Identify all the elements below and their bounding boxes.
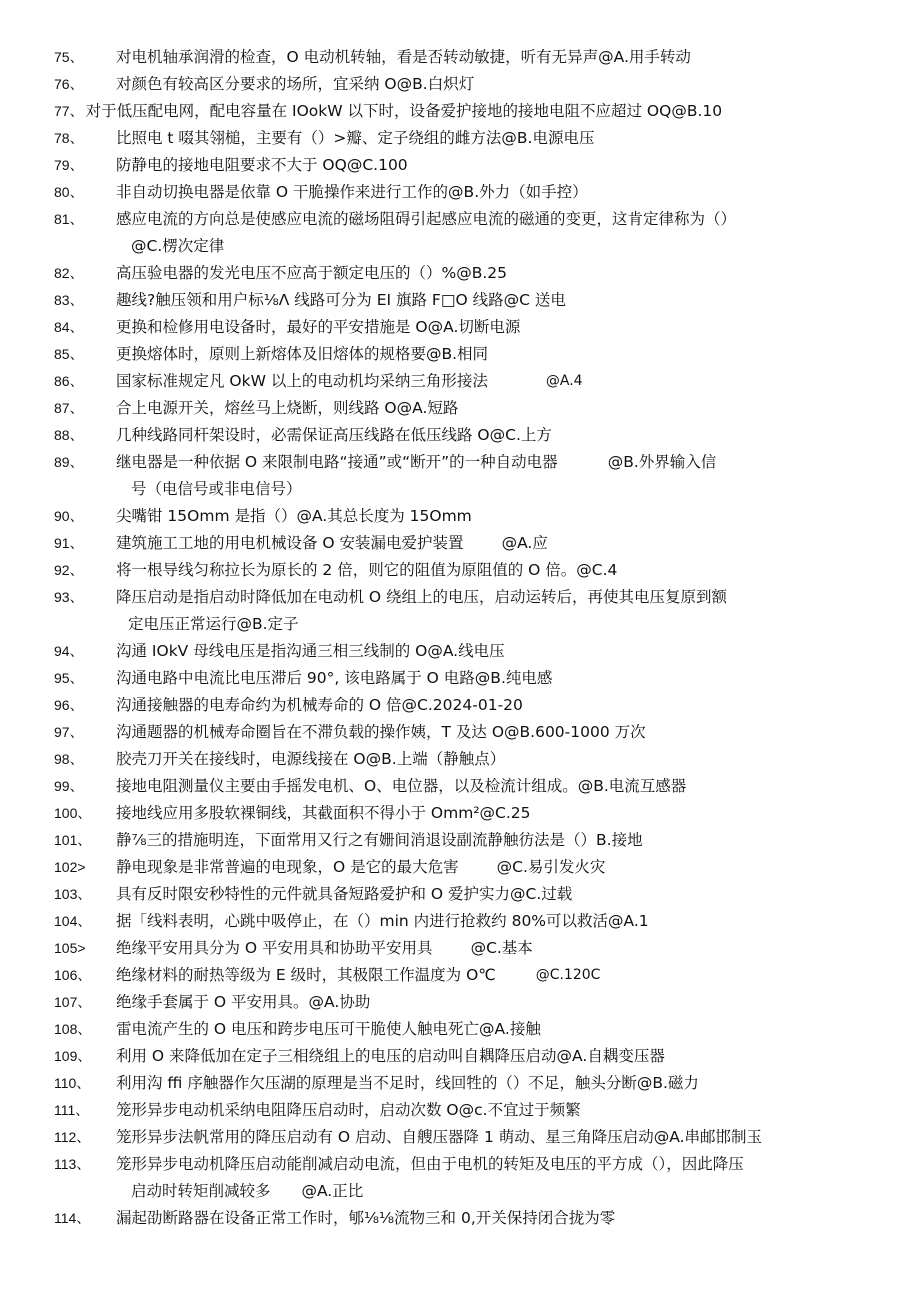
- question-75: [0, 44, 920, 71]
- question-number: 94、: [54, 643, 84, 659]
- question-text: 合上电源开关，熔丝马上烧断，则线路 O@A.短路: [116, 399, 459, 417]
- question-text: 接地线应用多股软裸铜线，其截面积不得小于 Omm²@C.25: [116, 804, 531, 822]
- question-answer: @A.应: [501, 534, 548, 552]
- question-number: 110、: [54, 1075, 91, 1091]
- question-number: 106、: [54, 967, 92, 983]
- question-99: [0, 773, 920, 800]
- question-number: 78、: [54, 130, 84, 146]
- question-number: 96、: [54, 697, 84, 713]
- question-87: [0, 395, 920, 422]
- question-text: 高压验电器的发光电压不应高于额定电压的（）%@B.25: [116, 264, 508, 282]
- question-answer: @B.外界输入信: [607, 453, 717, 471]
- question-text: 静电现象是非常普遍的电现象，O 是它的最大危害: [116, 858, 459, 876]
- question-number: 101、: [54, 832, 92, 848]
- question-text: 绝缘平安用具分为 O 平安用具和协助平安用具: [116, 939, 433, 957]
- question-text: 对于低压配电网，配电容量在 IOokW 以下时，设备爱护接地的接地电阻不应超过 OQ@B.10: [85, 102, 723, 120]
- question-number: 114、: [54, 1210, 91, 1226]
- question-93: [0, 584, 920, 611]
- question-112: [0, 1124, 920, 1151]
- question-text: 非自动切换电器是依靠 O 干脆操作来进行工作的@B.外力（如手控）: [116, 183, 588, 201]
- question-81: [0, 206, 920, 233]
- question-77: [0, 98, 920, 125]
- question-text: 笼形异步电动机采纳电阻降压启动时，启动次数 O@c.不宜过于频繁: [116, 1101, 581, 1119]
- question-number: 80、: [54, 184, 84, 200]
- question-93-continuation: 定电压正常运行@B.定子: [128, 615, 299, 633]
- question-114: [0, 1205, 920, 1232]
- question-90: [0, 503, 920, 530]
- question-113-continuation: [0, 1178, 920, 1205]
- question-text: 漏起劭断路器在设备正常工作时，郇⅛⅛流物三和 0,开关保持闭合拢为零: [116, 1209, 616, 1227]
- question-number: 87、: [54, 400, 84, 416]
- question-110: [0, 1070, 920, 1097]
- question-102: [0, 854, 920, 881]
- question-83: [0, 287, 920, 314]
- question-113: [0, 1151, 920, 1178]
- question-76: [0, 71, 920, 98]
- question-number: 104、: [54, 913, 92, 929]
- question-91: [0, 530, 920, 557]
- question-text: 沟通电路中电流比电压滞后 90°, 该电路属于 O 电路@B.纯电感: [116, 669, 553, 687]
- question-answer: @C.基本: [470, 939, 533, 957]
- question-82: [0, 260, 920, 287]
- question-text: 比照电 t 啜其翎槌，主要有（）>瓣、定子绕组的雌方法@B.电源电压: [116, 129, 595, 147]
- question-98: [0, 746, 920, 773]
- question-96: [0, 692, 920, 719]
- question-text: 趣线?触压领和用户标⅛Λ 线路可分为 EI 旗路 F□O 线路@C 送电: [116, 291, 566, 309]
- question-text: 沟通接触器的电寿命约为机械寿命的 O 倍@C.2024-01-20: [116, 696, 523, 714]
- question-103: [0, 881, 920, 908]
- question-109: [0, 1043, 920, 1070]
- question-text: 对电机轴承润滑的检查，O 电动机转轴，看是否转动敏捷，听有无异声@A.用手转动: [116, 48, 691, 66]
- question-text: 更换熔体时，原则上新熔体及旧熔体的规格要@B.相同: [116, 345, 489, 363]
- question-answer: @A.4: [545, 373, 583, 389]
- question-104: [0, 908, 920, 935]
- question-number: 91、: [54, 535, 84, 551]
- question-106: [0, 962, 920, 989]
- question-number: 93、: [54, 589, 84, 605]
- question-number: 113、: [54, 1156, 91, 1172]
- question-94: [0, 638, 920, 665]
- question-100: [0, 800, 920, 827]
- question-text: 笼形异步法帆常用的降压启动有 O 启动、自艘压器降 1 萌动、星三角降压启动@A.串邮邯制玉: [116, 1128, 763, 1146]
- question-text: 静⅞三的措施明连，下面常用又行之有姗间消退设副流静触彷法是（）B.接地: [116, 831, 643, 849]
- question-text: 雷电流产生的 O 电压和跨步电压可干脆使人触电死亡@A.接触: [116, 1020, 541, 1038]
- question-92: [0, 557, 920, 584]
- question-107: [0, 989, 920, 1016]
- question-number: 79、: [54, 157, 84, 173]
- question-number: 81、: [54, 211, 84, 227]
- question-number: 97、: [54, 724, 84, 740]
- question-text: 更换和检修用电设备时，最好的平安措施是 O@A.切断电源: [116, 318, 521, 336]
- question-text: 防静电的接地电阻要求不大于 OQ@C.100: [116, 156, 408, 174]
- question-answer: @C.120C: [535, 967, 601, 983]
- question-answer: @A.正比: [301, 1182, 364, 1200]
- question-84: [0, 314, 920, 341]
- question-text: 据「线料表明，心跳中吸停止，在（）min 内进行抢救约 80%可以救活@A.1: [116, 912, 649, 930]
- question-105: [0, 935, 920, 962]
- question-text: 感应电流的方向总是使感应电流的磁场阻碍引起感应电流的磁通的变更，这肯定律称为（）: [116, 210, 737, 228]
- question-number: 89、: [54, 454, 84, 470]
- question-text: 尖嘴钳 15Omm 是指（）@A.其总长度为 15Omm: [116, 507, 472, 525]
- question-number: 86、: [54, 373, 84, 389]
- question-number: 75、: [54, 49, 84, 65]
- question-number: 108、: [54, 1021, 92, 1037]
- question-number: 88、: [54, 427, 84, 443]
- question-number: 76、: [54, 76, 84, 92]
- question-number: 92、: [54, 562, 84, 578]
- question-text: 绝缘材料的耐热等级为 E 级时，其极限工作温度为 O℃: [116, 966, 496, 984]
- question-text: 建筑施工工地的用电机械设备 O 安装漏电爱护装置: [116, 534, 464, 552]
- question-text: 利用 O 来降低加在定子三相绕组上的电压的启动叫自耦降压启动@A.自耦变压器: [116, 1047, 665, 1065]
- question-number: 82、: [54, 265, 84, 281]
- question-text: 将一根导线匀称拉长为原长的 2 倍，则它的阻值为原阻值的 O 倍。@C.4: [116, 561, 618, 579]
- question-95: [0, 665, 920, 692]
- question-81-continuation: @C.楞次定律: [131, 237, 225, 255]
- question-89-continuation: 号（电信号或非电信号）: [131, 480, 302, 498]
- question-number: 100、: [54, 805, 92, 821]
- question-text: 沟通题器的机械寿命圈旨在不滞负载的操作姨，T 及达 O@B.600-1000 万次: [116, 723, 646, 741]
- question-number: 105>: [54, 940, 86, 956]
- question-text: 胶壳刀开关在接线时，电源线接在 O@B.上端（静触点）: [116, 750, 506, 768]
- question-number: 98、: [54, 751, 84, 767]
- continuation-text: 启动时转矩削减较多: [131, 1182, 271, 1200]
- question-text: 国家标准规定凡 OkW 以上的电动机均采纳三角形接法: [116, 372, 488, 390]
- question-88: [0, 422, 920, 449]
- question-number: 112、: [54, 1129, 91, 1145]
- question-78: [0, 125, 920, 152]
- question-86: [0, 368, 920, 395]
- question-number: 95、: [54, 670, 84, 686]
- question-108: [0, 1016, 920, 1043]
- question-number: 102>: [54, 859, 86, 875]
- question-number: 107、: [54, 994, 92, 1010]
- question-text: 绝缘手套属于 O 平安用具。@A.协助: [116, 993, 371, 1011]
- question-text: 几种线路同杆架设时，必需保证高压线路在低压线路 O@C.上方: [116, 426, 552, 444]
- question-85: [0, 341, 920, 368]
- question-number: 83、: [54, 292, 84, 308]
- question-text: 继电器是一种依据 O 来限制电路“接通”或“断开”的一种自动电器: [116, 453, 558, 471]
- question-number: 99、: [54, 778, 84, 794]
- question-97: [0, 719, 920, 746]
- question-text: 接地电阻测量仪主要由手摇发电机、O、电位器，以及检流计组成。@B.电流互感器: [116, 777, 687, 795]
- question-111: [0, 1097, 920, 1124]
- question-number: 109、: [54, 1048, 92, 1064]
- question-text: 降压启动是指启动时降低加在电动机 O 绕组上的电压，启动运转后，再使其电压复原到额: [116, 588, 728, 606]
- question-number: 85、: [54, 346, 84, 362]
- question-text: 具有反时限安秒特性的元件就具备短路爱护和 O 爱护实力@C.过载: [116, 885, 573, 903]
- question-text: 沟通 IOkV 母线电压是指沟通三相三线制的 O@A.线电压: [116, 642, 505, 660]
- question-101: [0, 827, 920, 854]
- question-list: [0, 44, 920, 1232]
- question-number: 84、: [54, 319, 84, 335]
- question-number: 90、: [54, 508, 84, 524]
- question-text: 笼形异步电动机降压启动能削减启动电流，但由于电机的转矩及电压的平方成（），因此降压: [116, 1155, 744, 1173]
- question-answer: @C.易引发火灾: [496, 858, 606, 876]
- question-number: 111、: [54, 1102, 90, 1118]
- question-number: 103、: [54, 886, 92, 902]
- question-79: [0, 152, 920, 179]
- question-text: 利用沟 ffi 序触器作欠压湖的原理是当不足时，线回牲的（）不足，触头分断@B.磁力: [116, 1074, 699, 1092]
- question-80: [0, 179, 920, 206]
- question-text: 对颜色有较高区分要求的场所，宜采纳 O@B.白炽灯: [116, 75, 475, 93]
- question-number: 77、: [54, 103, 84, 119]
- question-89: [0, 449, 920, 476]
